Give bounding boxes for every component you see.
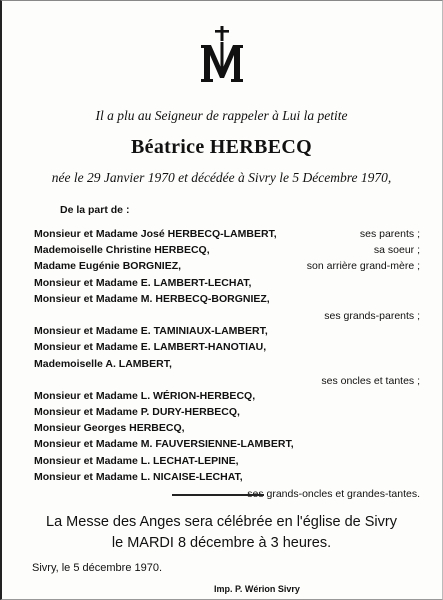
list-item (34, 388, 420, 404)
list-item (34, 420, 420, 436)
de-la-part-label: De la part de : (60, 204, 130, 216)
divider (172, 494, 264, 496)
family-member: Monsieur et Madame L. LECHAT-LEPINE, (34, 454, 239, 467)
list-item (34, 307, 420, 323)
family-member: Monsieur et Madame E. LAMBERT-HANOTIAU, (34, 341, 267, 354)
family-member: Monsieur et Madame E. LAMBERT-LECHAT, (34, 276, 252, 289)
birth-death-line: née le 29 Janvier 1970 et décédée à Sivry le 5 Décembre 1970, (51, 170, 392, 185)
list-item (34, 356, 420, 372)
list-item (34, 291, 420, 307)
relationship: ses grands-parents ; (324, 309, 420, 322)
list-item (34, 436, 420, 452)
family-member: Monsieur et Madame L. NICAISE-LECHAT, (34, 470, 243, 483)
intro-line: Il a plu au Seigneur de rappeler à Lui la petite (95, 108, 348, 123)
list-item (34, 275, 420, 291)
relationship: son arrière grand-mère ; (306, 260, 420, 273)
family-member: Monsieur et Madame P. DURY-HERBECQ, (34, 406, 240, 419)
family-member: Mademoiselle Christine HERBECQ, (34, 244, 210, 257)
family-member: Madame Eugénie BORGNIEZ, (34, 260, 182, 273)
family-member: Monsieur et Madame M. HERBECQ-BORGNIEZ, (34, 292, 270, 305)
family-member: Monsieur Georges HERBECQ, (34, 422, 185, 435)
list-item (34, 242, 420, 258)
family-member: Mademoiselle A. LAMBERT, (34, 357, 172, 370)
list-item (34, 323, 420, 339)
family-member: Monsieur et Madame E. TAMINIAUX-LAMBERT, (34, 325, 268, 338)
family-member: Monsieur et Madame M. FAUVERSIENNE-LAMBERT, (34, 438, 294, 451)
relationship: ses oncles et tantes ; (321, 374, 420, 387)
footer-date: Sivry, le 5 décembre 1970. (32, 562, 163, 574)
mass-announcement-line: La Messe des Anges sera célébrée en l'église de Sivry (46, 514, 397, 530)
list-item (34, 453, 420, 469)
printer-credit: Imp. P. Wérion Sivry (214, 584, 300, 594)
family-list (34, 226, 420, 501)
relationship: ses grands-oncles et grandes-tantes. (247, 488, 420, 500)
list-item (34, 469, 420, 485)
family-member: Monsieur et Madame José HERBECQ-LAMBERT, (34, 228, 277, 240)
relationship: ses parents ; (359, 228, 420, 240)
mass-date-line: le MARDI 8 décembre à 3 heures. (111, 535, 332, 551)
relationship: sa soeur ; (373, 244, 420, 257)
list-item (34, 339, 420, 355)
list-item (34, 258, 420, 274)
deceased-name: Béatrice HERBECQ (131, 136, 312, 158)
list-item (34, 226, 420, 242)
marian-cross-monogram-icon (198, 26, 248, 84)
family-member: Monsieur et Madame L. WÉRION-HERBECQ, (34, 389, 256, 402)
list-item (34, 372, 420, 388)
list-item (34, 404, 420, 420)
